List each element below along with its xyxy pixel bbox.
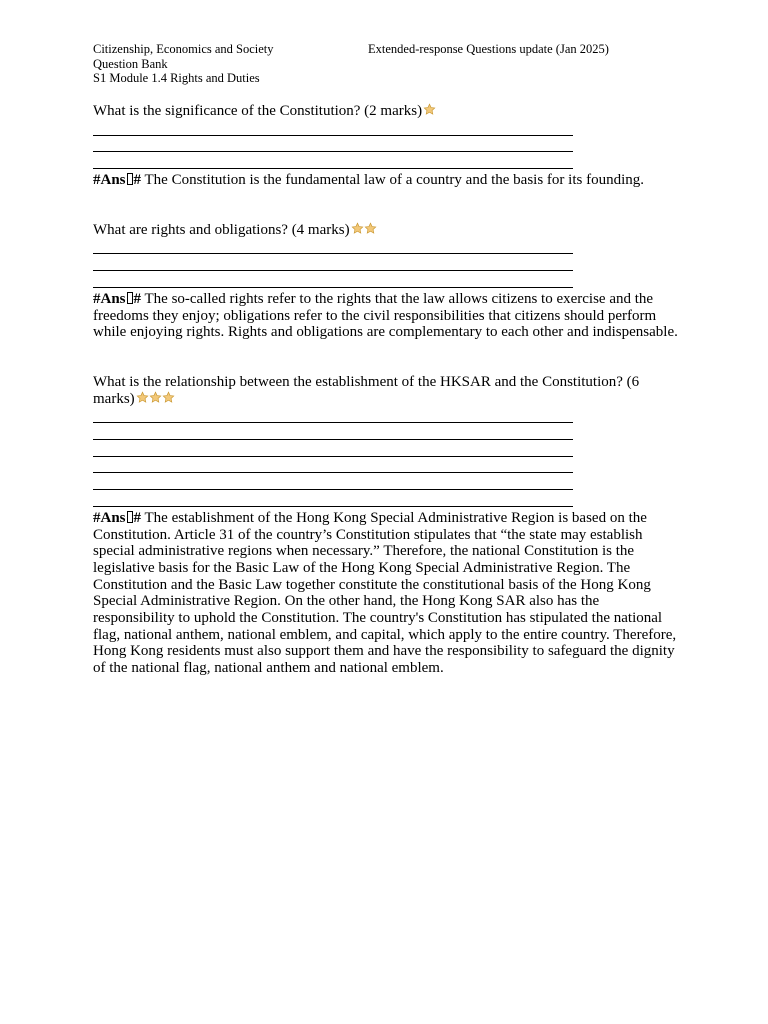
answer-line (93, 153, 573, 169)
answer-text-1 (93, 172, 683, 189)
answer-text-2 (93, 291, 683, 341)
answer-line (93, 238, 573, 254)
answer-tag: #Ans # (93, 290, 142, 307)
difficulty-stars-1 (423, 103, 436, 120)
star-icon (149, 391, 162, 404)
star-icon (351, 222, 364, 235)
question-text-2 (93, 222, 683, 239)
question-text-1 (93, 103, 683, 120)
answer-text-3 (93, 510, 683, 677)
header-bank: Question Bank (93, 56, 168, 71)
answer-line (93, 407, 573, 423)
answer-body-2: The so-called rights refer to the rights that the law allows citizens to exercise and the freedoms they enjoy; obligations refer to the civil responsibilities that citizens should perform while enjoying rights. Rights and obligations are complementary to each other and indispensable. (93, 290, 678, 341)
answer-line (93, 136, 573, 152)
answer-line (93, 272, 573, 288)
missing-glyph-box (127, 292, 133, 304)
answer-lines-1[interactable] (93, 120, 573, 169)
header-module: S1 Module 1.4 Rights and Duties (93, 71, 260, 85)
answer-line (93, 441, 573, 457)
difficulty-stars-3 (136, 391, 175, 408)
header-title: Extended-response Questions update (Jan 2025) (368, 42, 609, 56)
answer-tag: #Ans # (93, 172, 142, 189)
question-text-3 (93, 374, 683, 407)
answer-line (93, 457, 573, 473)
answer-lines-3[interactable] (93, 407, 573, 506)
question-1-label: What is the significance of the Constitution? (2 marks) (93, 103, 423, 119)
question-block-2 (93, 222, 683, 341)
missing-glyph-box (127, 173, 133, 185)
star-icon (364, 222, 377, 235)
answer-line (93, 491, 573, 507)
difficulty-stars-2 (351, 222, 377, 239)
answer-line (93, 474, 573, 490)
question-block-3 (93, 374, 683, 677)
answer-lines-2[interactable] (93, 238, 573, 287)
star-icon (162, 391, 175, 404)
missing-glyph-box (127, 511, 133, 523)
star-icon (136, 391, 149, 404)
header-left (93, 42, 363, 86)
question-block-1 (93, 103, 683, 189)
answer-line (93, 255, 573, 271)
question-2-label: What are rights and obligations? (4 marks) (93, 221, 350, 238)
star-icon (423, 103, 436, 116)
question-3-label: What is the relationship between the establishment of the HKSAR and the Constitution? (6 marks) (93, 373, 640, 407)
question-list (93, 103, 683, 677)
answer-tag: #Ans # (93, 509, 142, 526)
answer-body-1: The Constitution is the fundamental law of a country and the basis for its founding. (141, 172, 644, 189)
answer-line (93, 424, 573, 440)
answer-line (93, 120, 573, 136)
answer-body-3: The establishment of the Hong Kong Special Administrative Region is based on the Constitution. Article 31 of the country’s Constitution stipulates that “the state may establish special administrative regions when necessary.” Therefore, the national Constitution is the legislative basis for the Basic Law of the Hong Kong Special Administrative Region. The Constitution and the Basic Law together constitute the constitutional basis of the Hong Kong Special Administrative Region. On the other hand, the Hong Kong SAR also has the responsibility to uphold the Constitution. The country's Constitution has stipulated the national flag, national anthem, national emblem, and capital, which apply to the entire country. Therefore, Hong Kong residents must also support them and have the responsibility to safeguard the dignity of the national flag, national anthem and national emblem. (93, 509, 677, 677)
header-subject: Citizenship, Economics and Society (93, 42, 274, 56)
